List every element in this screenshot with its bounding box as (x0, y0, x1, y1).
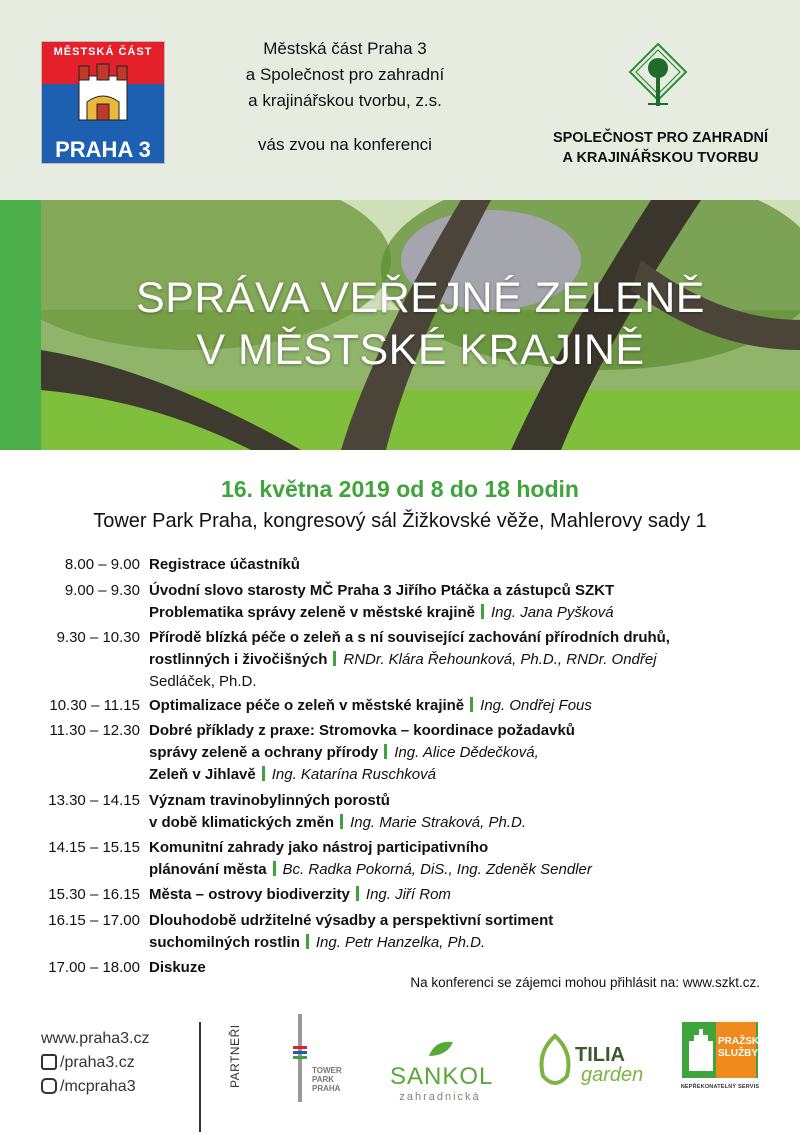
speaker-name: Bc. Radka Pokorná, DiS., Ing. Zdeněk Sendler (282, 861, 592, 878)
speaker-separator (262, 766, 265, 781)
speaker-name: Ing. Katarína Ruschková (271, 766, 436, 783)
program-description (149, 720, 779, 786)
program-line (149, 742, 779, 764)
talk-title: suchomilných rostlin (149, 934, 300, 951)
footer-divider (199, 1022, 201, 1132)
invite-line: vás zvou na konferenci (258, 135, 432, 154)
program-time: 10.30 – 11.15 (49, 697, 140, 714)
program-line (149, 720, 779, 742)
szkt-name-line: SPOLEČNOST PRO ZAHRADNÍ (552, 130, 769, 146)
invitation-text (205, 36, 485, 158)
program-description (149, 695, 779, 717)
program-description (149, 884, 779, 906)
talk-title: správy zeleně a ochrany přírody (149, 744, 379, 761)
tower-park-praha-logo (288, 1014, 348, 1104)
speaker-name: Ing. Marie Straková, Ph.D. (350, 814, 526, 831)
title-line: V MĚSTSKÉ KRAJINĚ (196, 326, 645, 374)
prazske-sluzby-logo (680, 1022, 766, 1102)
speaker-name: Sedláček, Ph.D. (149, 673, 257, 690)
program-line (149, 859, 779, 881)
speaker-name: Ing. Ondřej Fous (480, 697, 592, 714)
szkt-tree-logo-icon (628, 42, 688, 110)
pss-tagline: NEPŘEKONATELNÝ SERVIS (680, 1084, 760, 1090)
program-time: 8.00 – 9.00 (64, 556, 140, 573)
event-venue: Tower Park Praha, kongresový sál Žižkovské věže, Mahlerovy sady 1 (93, 510, 707, 532)
sankol-logo (390, 1040, 494, 1103)
talk-title: Diskuze (149, 959, 206, 976)
program-line (149, 932, 779, 954)
praha3-logo-bottom-text: PRAHA 3 (55, 137, 151, 162)
conference-title (41, 272, 800, 376)
program-line (149, 602, 779, 624)
speaker-separator (356, 886, 359, 901)
program-description (149, 790, 779, 834)
speaker-name: Ing. Alice Dědečková, (394, 744, 539, 761)
sankol-name: SANKOL (390, 1063, 494, 1090)
program-time: 16.15 – 17.00 (48, 912, 140, 929)
talk-title: Města – ostrovy biodiverzity (149, 886, 350, 903)
talk-title: Komunitní zahrady jako nástroj participativního (149, 839, 489, 856)
program-line (149, 910, 779, 932)
program-time: 11.30 – 12.30 (49, 722, 140, 739)
tower-logo-text: TOWER (312, 1066, 342, 1075)
leaf-icon (425, 1040, 455, 1058)
tilia-leaf-icon (535, 1032, 575, 1092)
praha3-logo (41, 41, 165, 164)
program-line (149, 695, 779, 717)
tower-logo-text: PRAHA (312, 1084, 341, 1093)
program-description (149, 910, 779, 954)
castle-icon (686, 1027, 716, 1073)
talk-title: plánování města (149, 861, 267, 878)
program-line (149, 649, 779, 671)
invite-line: Městská část Praha 3 (263, 39, 427, 58)
instagram-link[interactable] (41, 1078, 136, 1096)
registration-note: Na konferenci se zájemci mohou přihlásit na: www.szkt.cz. (410, 975, 760, 990)
program-description (149, 627, 779, 693)
instagram-icon (41, 1078, 57, 1094)
invite-line: a krajinářskou tvorbu, z.s. (248, 91, 442, 110)
talk-title: Význam travinobylinných porostů (149, 792, 390, 809)
talk-title: rostlinných i živočišných (149, 651, 328, 668)
szkt-name (548, 128, 773, 168)
title-line: SPRÁVA VEŘEJNÉ ZELENĚ (136, 274, 705, 322)
speaker-separator (273, 861, 276, 876)
program-line (149, 580, 779, 602)
facebook-icon (41, 1054, 57, 1070)
tilia-garden-text: garden (581, 1064, 644, 1086)
tower-logo-text: PARK (312, 1075, 335, 1084)
talk-title: Registrace účastníků (149, 556, 300, 573)
talk-title: Úvodní slovo starosty MČ Praha 3 Jiřího Ptáčka a zástupců SZKT (149, 582, 615, 599)
talk-title: Problematika správy zeleně v městské krajině (149, 604, 476, 621)
tilia-name: TILIA (575, 1044, 625, 1066)
talk-title: Přírodě blízká péče o zeleň a s ní související zachování přírodních druhů, (149, 629, 670, 646)
program-line (149, 884, 779, 906)
praha3-logo-top-text: MĚSTSKÁ ČÁST (53, 46, 153, 58)
program-line (149, 764, 779, 786)
invite-line: a Společnost pro zahradní (245, 65, 445, 84)
program-description (149, 580, 779, 624)
sankol-subtitle: zahradnická (399, 1091, 481, 1103)
program-line (149, 790, 779, 812)
program-line (149, 554, 779, 576)
program-time: 17.00 – 18.00 (48, 959, 140, 976)
talk-title: Optimalizace péče o zeleň v městské krajině (149, 697, 465, 714)
program-description (149, 554, 779, 576)
program-time: 14.15 – 15.15 (48, 839, 140, 856)
praha3-website-link[interactable]: www.praha3.cz (41, 1030, 150, 1047)
facebook-link[interactable] (41, 1054, 135, 1072)
program-line (149, 812, 779, 834)
talk-title: Dlouhodobě udržitelné výsadby a perspektivní sortiment (149, 912, 554, 929)
szkt-name-line: A KRAJINÁŘSKOU TVORBU (562, 150, 759, 166)
talk-title: Dobré příklady z praxe: Stromovka – koordinace požadavků (149, 722, 575, 739)
facebook-handle: /praha3.cz (60, 1054, 135, 1071)
banner-green-strip (0, 200, 41, 450)
event-date: 16. května 2019 od 8 do 18 hodin (221, 476, 579, 502)
pss-name: SLUŽBY (718, 1048, 758, 1059)
program-line (149, 627, 779, 649)
talk-title: v době klimatických změn (149, 814, 335, 831)
speaker-name: Ing. Petr Hanzelka, Ph.D. (315, 934, 486, 951)
speaker-separator (481, 604, 484, 619)
pss-name: PRAŽSKÉ (718, 1036, 766, 1047)
speaker-name: RNDr. Klára Řehounková, Ph.D., RNDr. Ondřej (343, 651, 657, 668)
speaker-name: Ing. Jana Pyšková (491, 604, 614, 621)
tilia-garden-logo (535, 1030, 650, 1100)
praha3-coat-of-arms-icon (75, 62, 131, 134)
program-line (149, 837, 779, 859)
partners-label: PARTNEŘI (228, 1024, 242, 1088)
speaker-separator (333, 651, 336, 666)
instagram-handle: /mcpraha3 (60, 1078, 136, 1095)
speaker-name: Ing. Jiří Rom (365, 886, 451, 903)
speaker-separator (340, 814, 343, 829)
program-time: 13.30 – 14.15 (48, 792, 140, 809)
program-time: 9.00 – 9.30 (64, 582, 140, 599)
program-time: 9.30 – 10.30 (56, 629, 140, 646)
program-time: 15.30 – 16.15 (48, 886, 140, 903)
program-line (149, 671, 779, 693)
speaker-separator (384, 744, 387, 759)
program-description (149, 837, 779, 881)
talk-title: Zeleň v Jihlavě (149, 766, 256, 783)
speaker-separator (306, 934, 309, 949)
speaker-separator (470, 697, 473, 712)
